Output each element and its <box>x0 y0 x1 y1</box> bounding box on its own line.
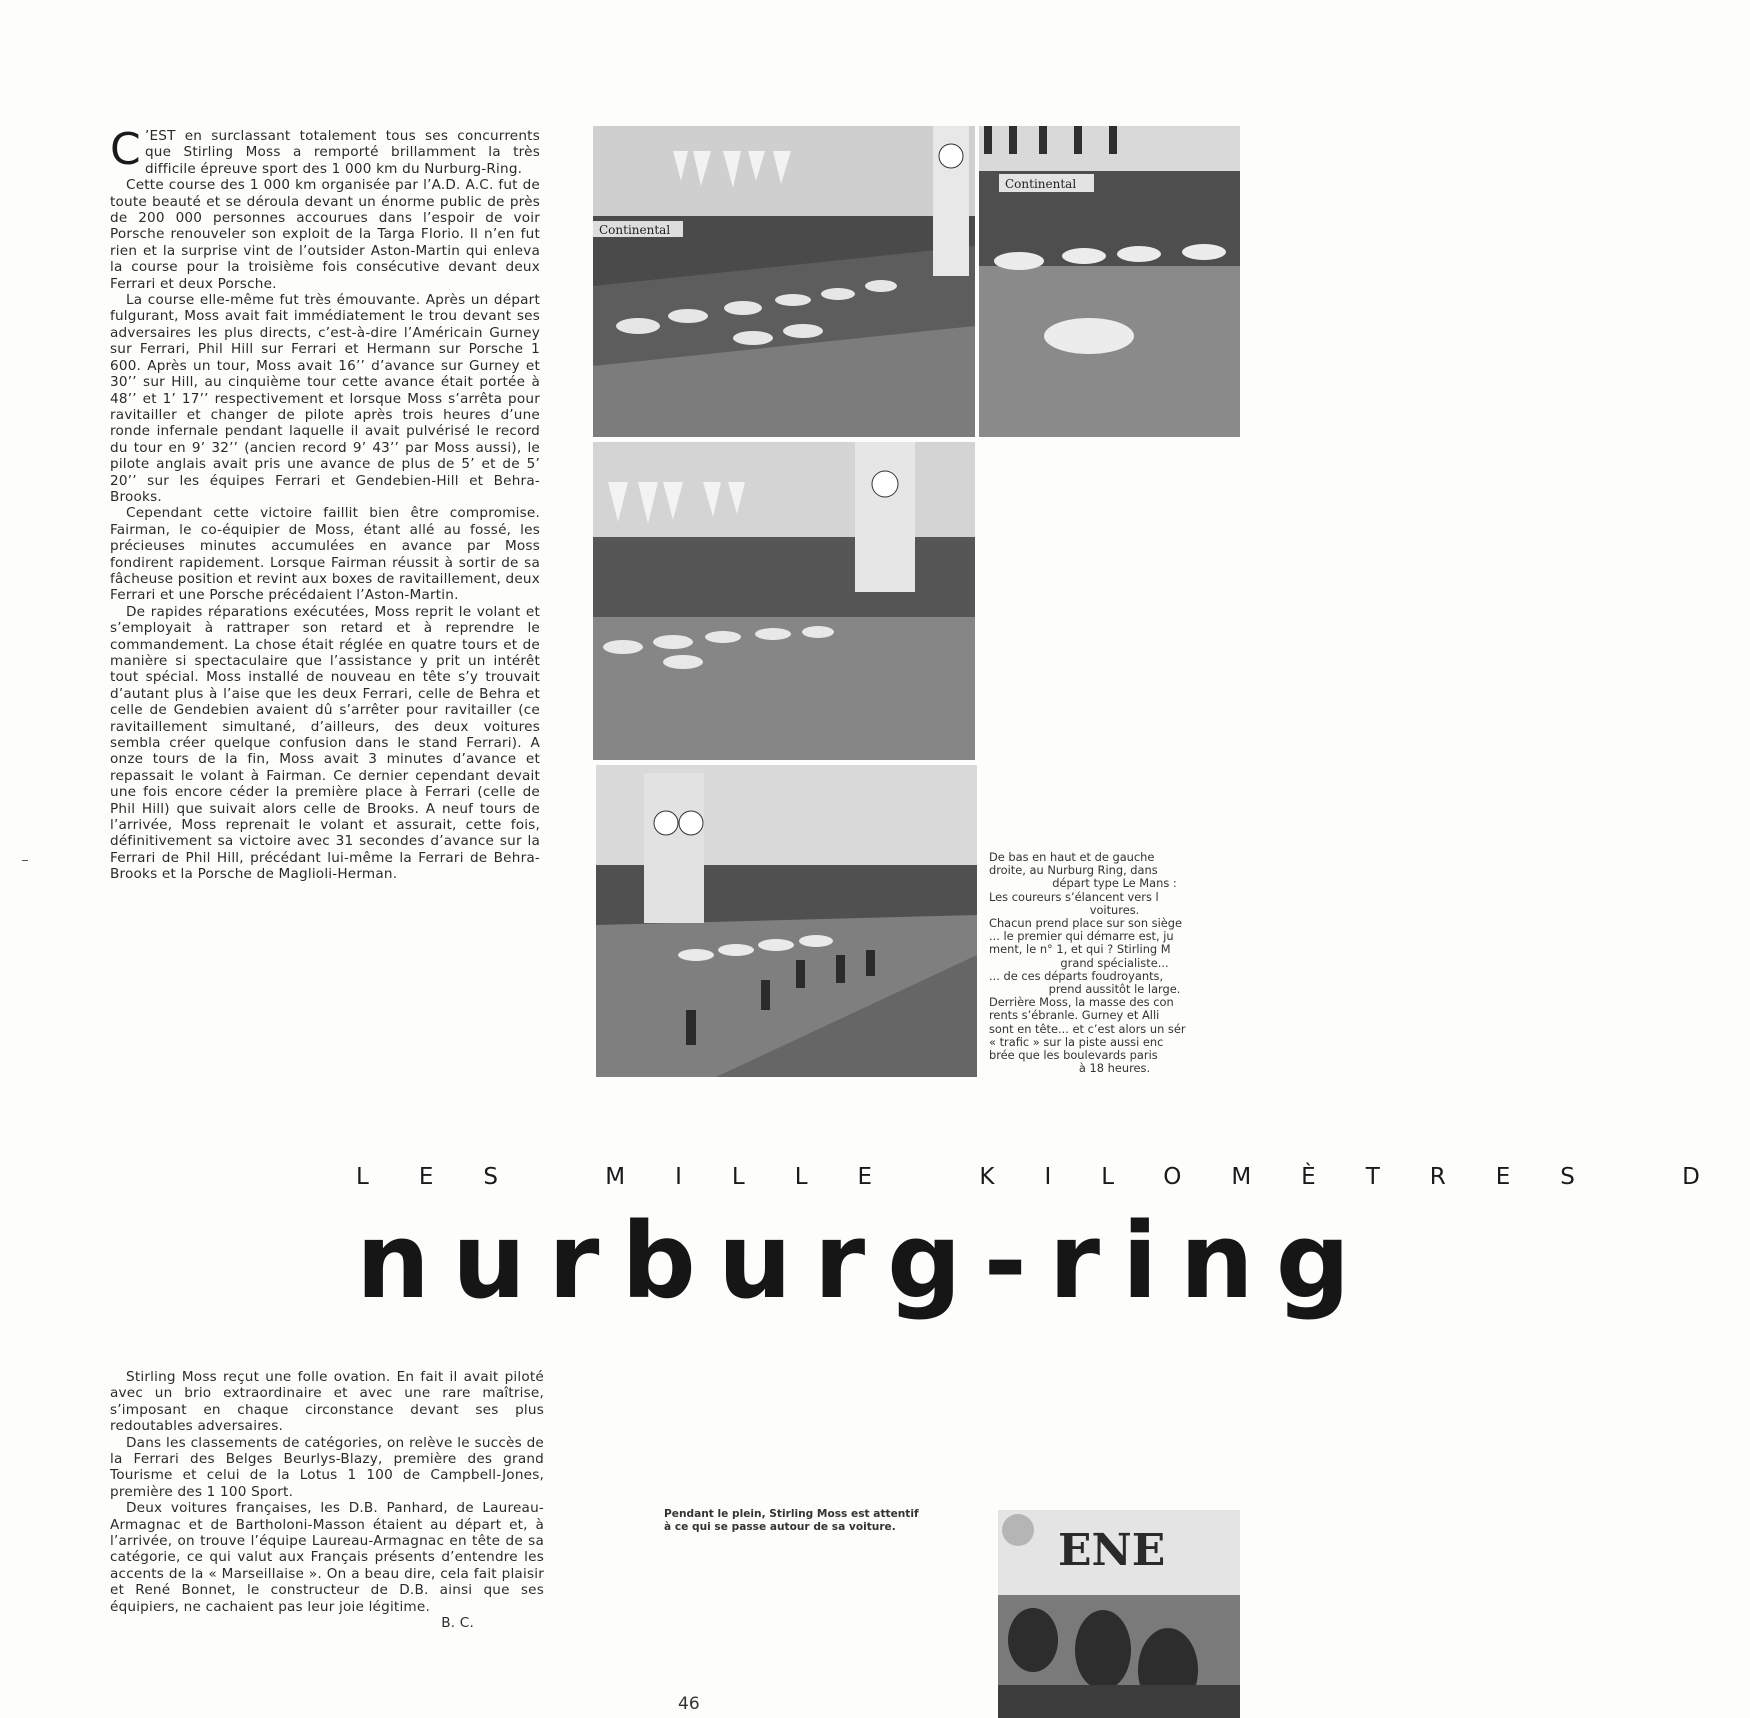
photo-caption <box>989 851 1240 1075</box>
caption-line: à ce qui se passe autour de sa voiture. <box>664 1520 896 1533</box>
caption-line: Les coureurs s’élancent vers l <box>989 889 1159 904</box>
caption-line: ... de ces départs foudroyants, <box>989 968 1164 983</box>
drivers-running-photo <box>596 765 977 1077</box>
banner-text: Continental <box>1005 177 1077 191</box>
caption-line: brée que les boulevards paris <box>989 1048 1158 1063</box>
caption-line: droite, au Nurburg Ring, dans <box>989 863 1158 878</box>
article-paragraph: Cependant cette victoire faillit bien être compromise. Fairman, le co-équipier de Moss, étant allé au fossé, les précieuses minutes accumulées en avance par Moss fondirent rapidement. Lorsque Fairman réussit à sortir de sa fâcheuse position et revint aux boxes de ravitaillement, deux Ferrari et une Porsche précédaient l’Aston-Martin. <box>110 505 540 604</box>
caption-line: Pendant le plein, Stirling Moss est attentif <box>664 1508 919 1520</box>
caption-line: ... le premier qui démarre est, ju <box>989 929 1174 944</box>
headline-kicker: LES MILLE KILOMÈTRES D <box>356 1164 1750 1190</box>
banner-text: ENE <box>1058 1525 1166 1576</box>
caption-line: voitures. <box>1089 902 1140 917</box>
caption-line: prend aussitôt le large. <box>1048 982 1181 997</box>
caption-line: sont en tête... et c’est alors un sér <box>989 1021 1186 1036</box>
article-paragraph: Dans les classements de catégories, on relève le succès de la Ferrari des Belges Beurlys-Blazy, première des grand Tourisme et celui de la Lotus 1 100 de Campbell-Jones, première des 1 100 Sport. <box>110 1434 544 1500</box>
caption-line: rents s’ébranle. Gurney et Alli <box>989 1008 1160 1023</box>
article-end-column <box>110 1369 544 1632</box>
race-start-photo-top-right <box>979 126 1240 437</box>
article-column <box>110 124 540 883</box>
author-signature: B. C. <box>441 1615 474 1632</box>
drop-cap: C <box>110 124 141 175</box>
caption-line: à 18 heures. <box>1078 1061 1151 1076</box>
caption-line: « trafic » sur la piste aussi enc <box>989 1034 1164 1049</box>
article-paragraph: ’EST en surclassant totalement tous ses concurrents que Stirling Moss a remporté brillamment la très difficile épreuve sport des 1 000 km du Nurburg-Ring. <box>144 128 540 177</box>
headline-title: nurburg-ring <box>356 1200 1373 1322</box>
race-start-photo-top-left <box>593 126 975 437</box>
caption-line: ment, le n° 1, et qui ? Stirling M <box>989 942 1171 957</box>
caption-line: Chacun prend place sur son siège <box>989 916 1183 931</box>
article-paragraph: La course elle-même fut très émouvante. Après un départ fulgurant, Moss avait fait immédiatement le trou devant ses adversaires les plus directs, c’est-à-dire l’Américain Gurney sur Ferrari, Phil Hill sur Ferrari et Hermann sur Porsche 1 600. Après un tour, Moss avait 16’’ d’avance sur Gurney et 30’’ sur Hill, au cinquième tour cette avance était portée à 48’’ et 1’ 17’’ respectivement et lorsque Moss s’arrêta pour ravitailler et changer de pilote après trois heures d’une ronde infernale pendant laquelle il avait pulvérisé le record du tour en 9’ 32’’ (ancien record 9’ 43’’ par Moss aussi), le pilote anglais avait pris une avance de plus de 5’ et de 5’ 20’’ sur les équipes Ferrari et Gendebien-Hill et Behra-Brooks. <box>110 292 540 505</box>
article-paragraph: Deux voitures françaises, les D.B. Panhard, de Laureau-Armagnac et de Bartholoni-Masson étaient au départ et, à l’arrivée, on trouve l’équipe Laureau-Armagnac en tête de sa catégorie, ce qui valut aux Français présents d’entendre les accents de la « Marseillaise ». On a beau dire, cela fait plaisir et René Bonnet, le constructeur de D.B. ainsi que ses équipiers, ne cachaient pas leur joie légitime. <box>110 1500 544 1615</box>
page-number: 46 <box>678 1694 700 1714</box>
banner-text: Continental <box>599 223 671 237</box>
caption-line: De bas en haut et de gauche <box>989 850 1155 864</box>
article-paragraph: Stirling Moss reçut une folle ovation. En fait il avait piloté avec un brio extraordinaire et avec une rare maîtrise, s’imposant en chaque circonstance devant ses plus redoutables adversaires. <box>110 1369 544 1435</box>
caption-line: départ type Le Mans : <box>1052 876 1177 891</box>
margin-mark <box>22 860 28 861</box>
pit-stop-photo <box>998 1510 1240 1718</box>
article-paragraph: Cette course des 1 000 km organisée par l’A.D. A.C. fut de toute beauté et se déroula devant un énorme public de près de 200 000 personnes accourues dans l’espoir de voir Porsche renouveler son exploit de la Targa Florio. Il n’en fut rien et la surprise vint de l’outsider Aston-Martin qui enleva la course pour la troisième fois consécutive devant deux Ferrari et deux Porsche. <box>110 177 540 292</box>
pit-stop-caption <box>664 1508 964 1533</box>
caption-line: Derrière Moss, la masse des con <box>989 995 1174 1010</box>
race-start-photo-middle <box>593 442 975 760</box>
caption-line: grand spécialiste... <box>1060 955 1169 970</box>
article-paragraph: De rapides réparations exécutées, Moss reprit le volant et s’employait à rattraper son retard et à reprendre le commandement. La chose était réglée en quatre tours et de manière si spectaculaire que l’assistance y prit un intérêt tout spécial. Moss installé de nouveau en tête s’y trouvait d’autant plus à l’aise que les deux Ferrari, celle de Behra et celle de Gendebien avaient dû s’arrêter pour ravitailler (ce ravitaillement simultané, d’ailleurs, des deux voitures sembla créer quelque confusion dans le stand Ferrari). A onze tours de la fin, Moss avait 3 minutes d’avance et repassait le volant à Fairman. Ce dernier cependant devait une fois encore céder la première place à Ferrari (celle de Phil Hill) que suivait alors celle de Brooks. A neuf tours de l’arrivée, Moss reprenait le volant et assurait, cette fois, définitivement sa victoire avec 31 secondes d’avance sur la Ferrari de Phil Hill, précédant lui-même la Ferrari de Behra-Brooks et la Porsche de Maglioli-Herman. <box>110 603 540 883</box>
